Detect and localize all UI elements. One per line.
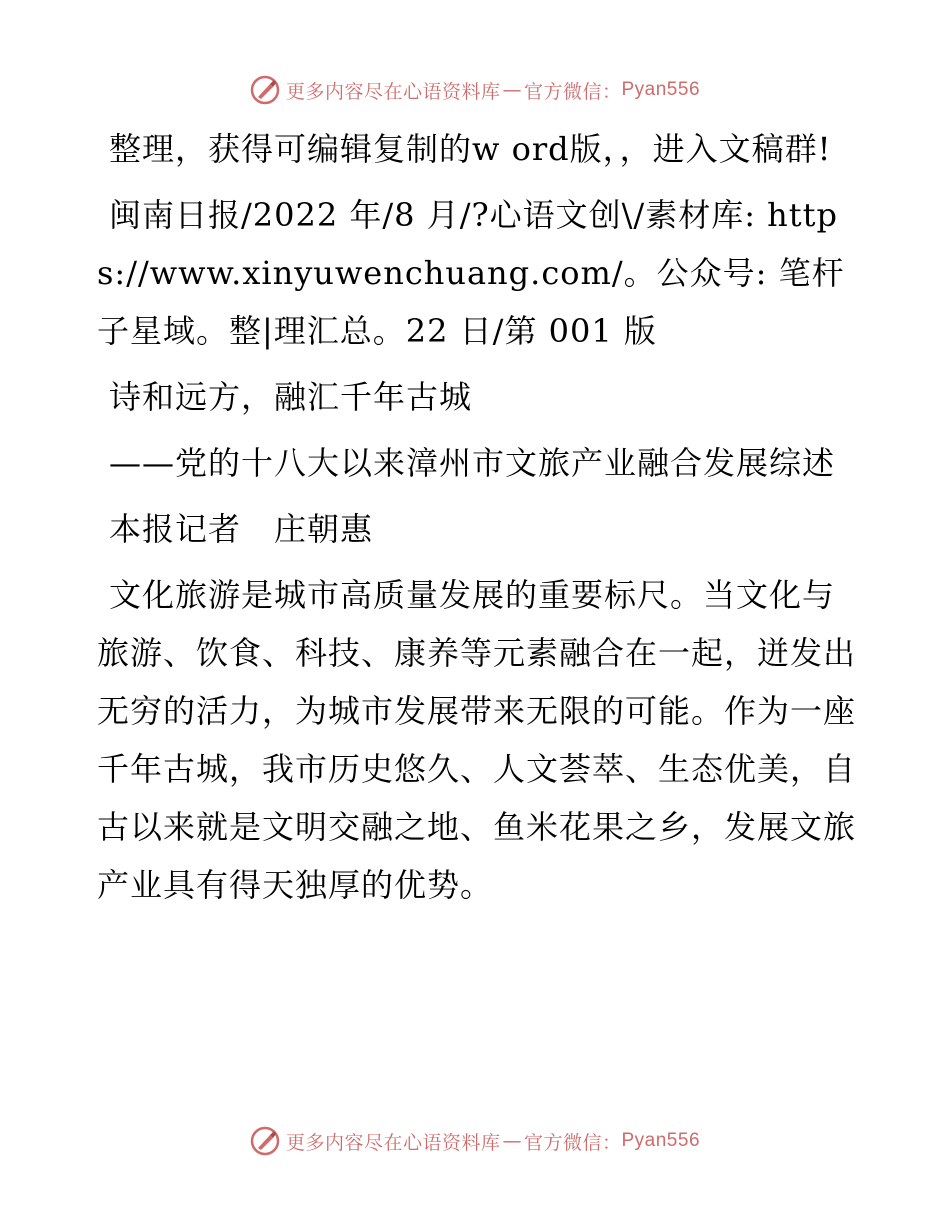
watermark-separator: — (502, 1130, 522, 1152)
source-line: 闽南日报/2022 年/8 月/?心语文创\/素材库: https://www.xinyuwenchuang.com/。公众号: 笔杆子星域。整|理汇总。22 日/第 001 版 (97, 196, 845, 350)
article-subtitle: ——党的十八大以来漳州市文旅产业融合发展综述 (109, 444, 836, 482)
article-byline: 本报记者 庄朝惠 (109, 510, 374, 548)
editing-note: 整理，获得可编辑复制的w ord版，，进入文稿群! (109, 130, 832, 168)
header-watermark (0, 72, 950, 108)
footer-watermark (0, 1123, 950, 1159)
document-body (97, 120, 857, 918)
watermark-contact: 官方微信： (523, 80, 622, 103)
article-title: 诗和远方，融汇千年古城 (109, 378, 473, 416)
watermark-handle: Pyan556 (621, 79, 701, 100)
article-paragraph: 文化旅游是城市高质量发展的重要标尺。当文化与旅游、饮食、科技、康养等元素融合在一起，迸发出无穷的活力，为城市发展带来无限的可能。作为一座千年古城，我市历史悠久、人文荟萃、生态优美，自古以来就是文明交融之地、鱼米花果之乡，发展文旅产业具有得天独厚的优势。 (97, 576, 857, 904)
watermark-text: 更多内容尽在心语资料库 (285, 1131, 501, 1154)
watermark-handle: Pyan556 (621, 1130, 701, 1151)
quill-pen-icon (250, 75, 280, 105)
watermark-text: 更多内容尽在心语资料库 (285, 80, 501, 103)
watermark-contact: 官方微信： (523, 1131, 622, 1154)
quill-pen-icon (250, 1126, 280, 1156)
watermark-separator: — (502, 79, 522, 101)
